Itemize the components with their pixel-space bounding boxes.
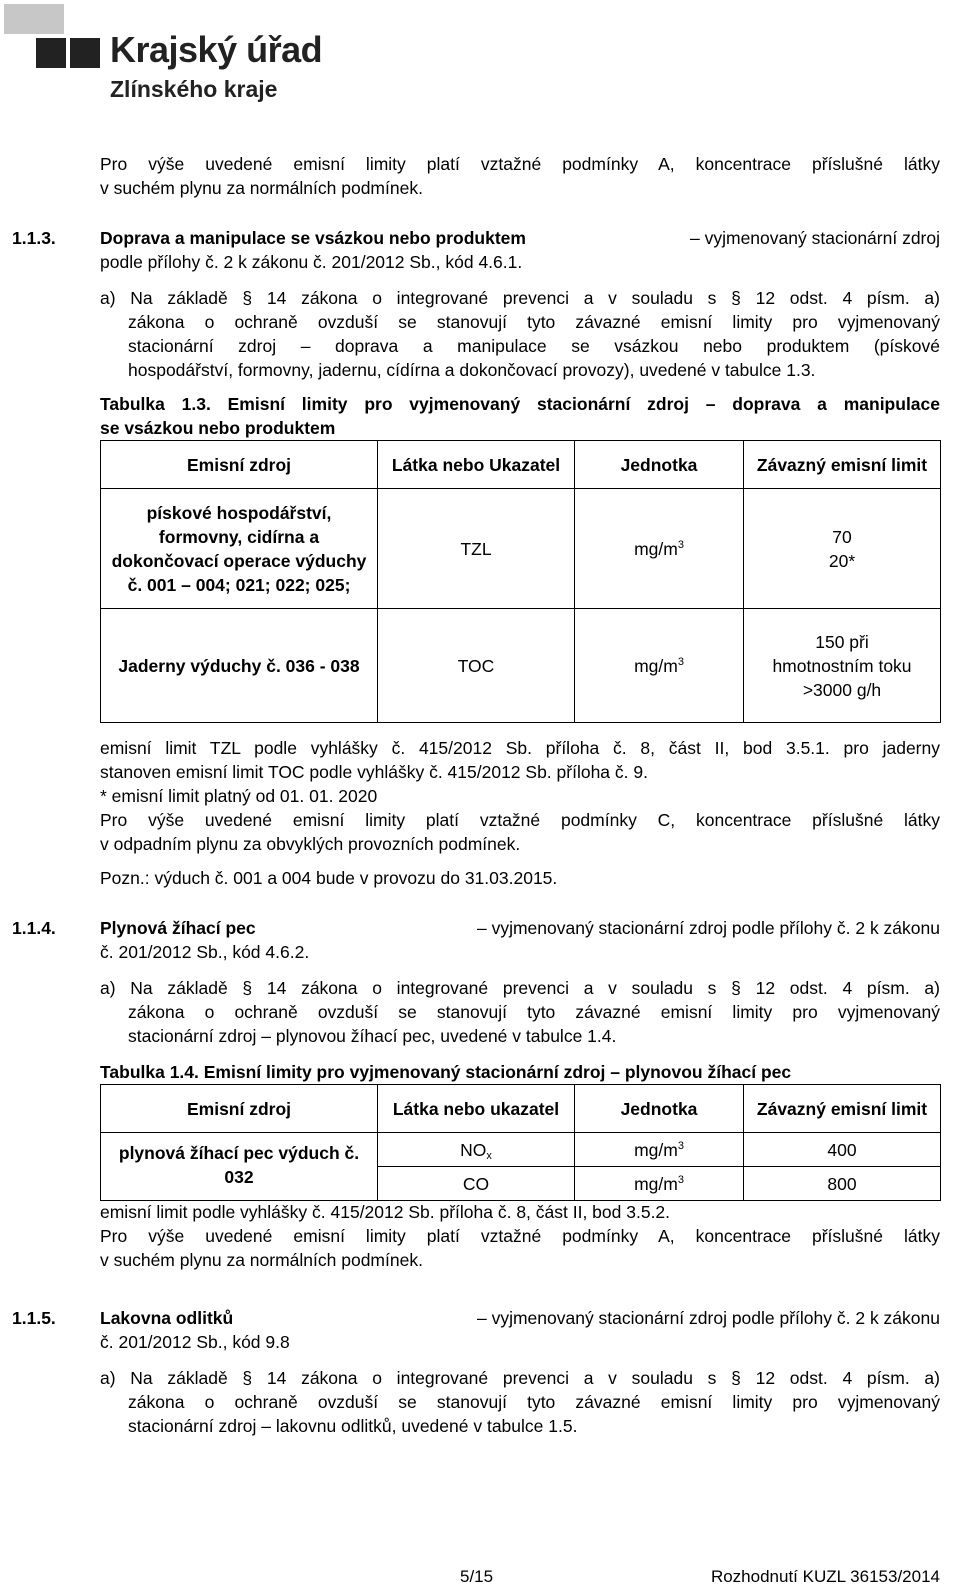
table-1-3-row-2-source: Jaderny výduchy č. 036 - 038	[101, 609, 378, 723]
limit-value-3: >3000 g/h	[802, 679, 882, 700]
limit-value: 150 při	[815, 631, 869, 652]
section-number-115: 1.1.5.	[12, 1308, 56, 1328]
document-reference: Rozhodnutí KUZL 36153/2014	[710, 1567, 940, 1586]
s114-a-line-3: stacionární zdroj – plynovou žíhací pec, uvedené v tabulce 1.4.	[128, 1026, 617, 1046]
table-1-4-row-2-limit: 800	[744, 1167, 941, 1201]
s113-note-2: stanoven emisní limit TOC podle vyhlášky č. 415/2012 Sb. příloha č. 9.	[100, 762, 648, 782]
table-1-3-header-row	[101, 441, 941, 489]
s113-note-1: emisní limit TZL podle vyhlášky č. 415/2012 Sb. příloha č. 8, část II, bod 3.5.1. pro jaderny	[100, 738, 940, 758]
section-113-line-2: podle přílohy č. 2 k zákonu č. 201/2012 Sb., kód 4.6.1.	[100, 252, 523, 272]
limit-value-2: 20*	[828, 550, 856, 571]
table-1-3-caption-2: se vsázkou nebo produktem	[100, 418, 336, 438]
s113-note-6: Pozn.: výduch č. 001 a 004 bude v provozu do 31.03.2015.	[100, 868, 558, 888]
table-1-4-row-1-unit	[575, 1133, 744, 1167]
unit-text: mg/m	[634, 1139, 678, 1160]
table-1-4-row-2-substance: CO	[378, 1167, 575, 1201]
section-title-115	[100, 1306, 940, 1330]
table-1-4-row-1-substance	[378, 1133, 575, 1167]
page-number: 5/15	[460, 1567, 494, 1586]
s113-note-5: v odpadním plynu za obvyklých provozních podmínek.	[100, 834, 521, 854]
s114-a-line-1: a) Na základě § 14 zákona o integrované prevenci a v souladu s § 12 odst. 4 písm. a)	[100, 978, 940, 998]
table-1-3	[100, 440, 941, 723]
s115-a-line-2: zákona o ochraně ovzduší se stanovují tyto závazné emisní limity pro vyjmenovaný	[128, 1392, 940, 1412]
logo	[4, 4, 324, 104]
s114-a-line-2: zákona o ochraně ovzduší se stanovují tyto závazné emisní limity pro vyjmenovaný	[128, 1002, 940, 1022]
table-1-4	[100, 1084, 941, 1201]
unit-text: mg/m	[634, 655, 678, 676]
table-1-3-header-source: Emisní zdroj	[101, 441, 378, 489]
table-1-3-row-2-unit	[575, 609, 744, 723]
section-title-115-bold: Lakovna odlitků	[100, 1308, 234, 1328]
logo-square-dark	[36, 38, 66, 68]
intro-line-2: v suchém plynu za normálních podmínek.	[100, 178, 423, 198]
s114-note-2: Pro výše uvedené emisní limity platí vztažné podmínky A, koncentrace příslušné látky	[100, 1226, 940, 1246]
table-1-4-header-unit: Jednotka	[575, 1085, 744, 1133]
s114-note-1: emisní limit podle vyhlášky č. 415/2012 Sb. příloha č. 8, část II, bod 3.5.2.	[100, 1202, 671, 1222]
unit-exponent: 3	[677, 1173, 684, 1186]
table-1-3-caption-1: Tabulka 1.3. Emisní limity pro vyjmenovaný stacionární zdroj – doprava a manipulace	[100, 394, 940, 414]
logo-square-dark-2	[70, 38, 100, 68]
unit-exponent: 3	[677, 655, 684, 668]
table-1-3-row-2-limit	[744, 609, 941, 723]
table-1-3-row-1-source: pískové hospodářství, formovny, cidírna a dokončovací operace výduchy č. 001 – 004; 021; 022; 025;	[101, 489, 378, 609]
section-title-114-bold: Plynová žíhací pec	[100, 918, 256, 938]
s113-note-4: Pro výše uvedené emisní limity platí vztažné podmínky C, koncentrace příslušné látky	[100, 810, 940, 830]
s114-note-3: v suchém plynu za normálních podmínek.	[100, 1250, 423, 1270]
s113-a-line-3: stacionární zdroj – doprava a manipulace se vsázkou nebo produktem (pískové	[128, 336, 940, 356]
table-1-4-header-limit: Závazný emisní limit	[744, 1085, 941, 1133]
section-title-115-rest: – vyjmenovaný stacionární zdroj podle přílohy č. 2 k zákonu	[476, 1308, 940, 1328]
table-1-3-row-1-substance: TZL	[378, 489, 575, 609]
section-title-113	[100, 226, 940, 250]
substance-subscript: x	[486, 1149, 492, 1162]
section-title-113-bold: Doprava a manipulace se vsázkou nebo produktem	[100, 228, 526, 248]
s115-a-line-3: stacionární zdroj – lakovnu odlitků, uvedené v tabulce 1.5.	[128, 1416, 578, 1436]
table-1-4-header-row	[101, 1085, 941, 1133]
section-title-113-rest: – vyjmenovaný stacionární zdroj	[690, 228, 940, 248]
s113-note-3: * emisní limit platný od 01. 01. 2020	[100, 786, 378, 806]
table-1-4-header-substance: Látka nebo ukazatel	[378, 1085, 575, 1133]
table-row	[101, 1133, 941, 1167]
unit-exponent: 3	[677, 1139, 684, 1152]
section-number-114: 1.1.4.	[12, 918, 56, 938]
table-row	[101, 609, 941, 723]
section-number-113: 1.1.3.	[12, 228, 56, 248]
logo-title: Krajský úřad	[110, 29, 323, 70]
s113-a-line-4: hospodářství, formovny, jadernu, cídírna a dokončovací provozy), uvedené v tabulce 1.3.	[128, 360, 816, 380]
table-1-3-header-substance: Látka nebo Ukazatel	[378, 441, 575, 489]
s113-a-line-2: zákona o ochraně ovzduší se stanovují tyto závazné emisní limity pro vyjmenovaný	[128, 312, 940, 332]
section-114-line-2: č. 201/2012 Sb., kód 4.6.2.	[100, 942, 310, 962]
table-1-3-row-2-substance: TOC	[378, 609, 575, 723]
table-1-4-row-2-unit	[575, 1167, 744, 1201]
unit-text: mg/m	[634, 538, 678, 559]
section-115-line-2: č. 201/2012 Sb., kód 9.8	[100, 1332, 290, 1352]
table-1-4-row-1-limit: 400	[744, 1133, 941, 1167]
logo-square-light-2	[34, 4, 64, 34]
limit-value-2: hmotnostním toku	[772, 655, 912, 676]
limit-value: 70	[832, 526, 852, 547]
s113-a-line-1: a) Na základě § 14 zákona o integrované prevenci a v souladu s § 12 odst. 4 písm. a)	[100, 288, 940, 308]
substance-text: NO	[460, 1139, 487, 1160]
table-1-4-source: plynová žíhací pec výduch č. 032	[101, 1133, 378, 1201]
table-1-3-row-1-unit	[575, 489, 744, 609]
section-title-114	[100, 916, 940, 940]
unit-exponent: 3	[677, 538, 684, 551]
table-1-4-header-source: Emisní zdroj	[101, 1085, 378, 1133]
table-1-3-header-unit: Jednotka	[575, 441, 744, 489]
table-1-3-row-1-limit	[744, 489, 941, 609]
unit-text: mg/m	[634, 1173, 678, 1194]
table-1-4-caption: Tabulka 1.4. Emisní limity pro vyjmenovaný stacionární zdroj – plynovou žíhací pec	[100, 1062, 792, 1082]
table-row	[101, 489, 941, 609]
s115-a-line-1: a) Na základě § 14 zákona o integrované prevenci a v souladu s § 12 odst. 4 písm. a)	[100, 1368, 940, 1388]
table-1-3-header-limit: Závazný emisní limit	[744, 441, 941, 489]
section-title-114-rest: – vyjmenovaný stacionární zdroj podle přílohy č. 2 k zákonu	[476, 918, 940, 938]
logo-subtitle: Zlínského kraje	[110, 76, 278, 102]
intro-line-1: Pro výše uvedené emisní limity platí vztažné podmínky A, koncentrace příslušné látky	[100, 154, 940, 174]
